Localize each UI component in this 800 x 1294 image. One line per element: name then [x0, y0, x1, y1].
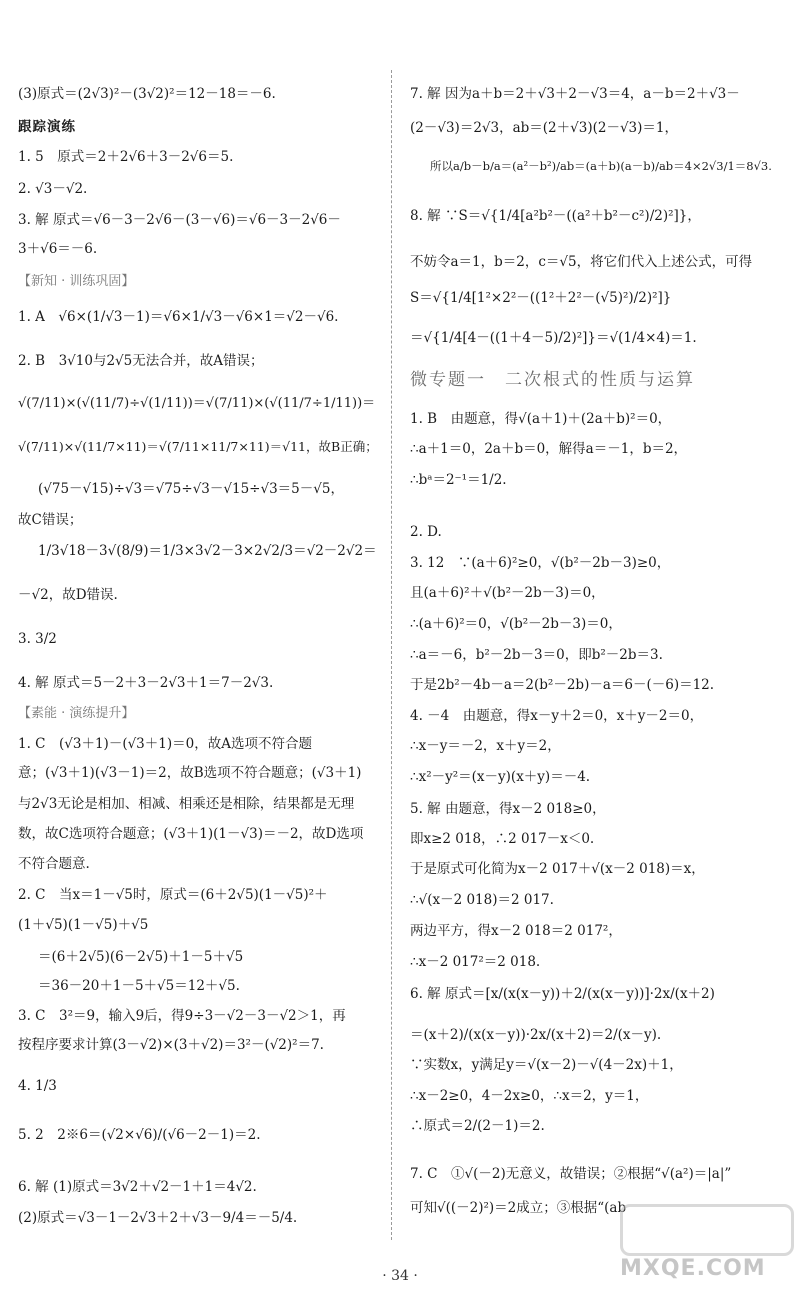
left-line-29: 按程序要求计算(3－√2)×(3＋√2)＝3²－(√2)²＝7.	[18, 1037, 324, 1053]
right-line-1: 7. 解 因为a＋b＝2＋√3＋2－√3＝4，a－b＝2＋√3－	[410, 86, 740, 102]
left-line-9: 2. B 3√10与2√5无法合并，故A错误；	[18, 353, 264, 369]
left-line-14: 1/3√18－3√(8/9)＝1/3×3√2－3×2√2/3＝√2－2√2＝	[38, 543, 377, 559]
right-line-8: 微专题一 二次根式的性质与运算	[410, 370, 695, 390]
right-line-28: ＝(x＋2)/(x(x－y))·2x/(x＋2)＝2/(x－y).	[410, 1027, 662, 1043]
right-line-11: ∴bᵃ＝2⁻¹＝1/2.	[410, 472, 507, 488]
left-line-21: 与2√3无论是相加、相减、相乘还是相除，结果都是无理	[18, 796, 355, 812]
right-line-15: ∴(a＋6)²＝0，√(b²－2b－3)＝0，	[410, 616, 622, 632]
left-line-4: 2. √3－√2.	[18, 181, 88, 197]
left-line-28: 3. C 3²＝9，输入9后，得9÷3－√2－3－√2＞1，再	[18, 1008, 346, 1024]
left-line-15: －√2，故D错误.	[18, 587, 118, 603]
right-line-6: S＝√{1/4[1²×2²－((1²＋2²－(√5)²)/2)²]}	[410, 290, 672, 306]
left-line-22: 数，故C选项符合题意；(√3＋1)(1－√3)＝－2，故D选项	[18, 826, 364, 842]
right-line-31: ∴原式＝2/(2－1)＝2.	[410, 1118, 545, 1134]
left-line-1: (3)原式＝(2√3)²－(3√2)²＝12－18＝－6.	[18, 86, 276, 102]
left-line-30: 4. 1/3	[18, 1078, 57, 1094]
right-line-22: 即x≥2 018，∴2 017－x＜0.	[410, 831, 595, 847]
left-line-31: 5. 2 2※6＝(√2×√6)/(√6－2－1)＝2.	[18, 1127, 261, 1143]
right-line-18: 4. －4 由题意，得x－y＋2＝0，x＋y－2＝0，	[410, 708, 704, 724]
right-line-3: 所以a/b－b/a＝(a²－b²)/ab＝(a＋b)(a－b)/ab＝4×2√3/1＝8√3.	[430, 159, 772, 173]
right-line-26: ∴x－2 017²＝2 018.	[410, 954, 541, 970]
right-line-30: ∴x－2≥0，4－2x≥0，∴x＝2，y＝1，	[410, 1088, 649, 1104]
left-line-26: ＝(6＋2√5)(6－2√5)＋1－5＋√5	[38, 949, 244, 965]
left-line-16: 3. 3/2	[18, 631, 57, 647]
right-line-27: 6. 解 原式＝[x/(x(x－y))＋2/(x(x－y))]·2x/(x＋2)	[410, 986, 715, 1002]
right-line-21: 5. 解 由题意，得x－2 018≥0，	[410, 801, 606, 817]
right-line-7: ＝√{1/4[4－((1＋4－5)/2)²]}＝√(1/4×4)＝1.	[410, 330, 697, 346]
left-line-11: √(7/11)×√(11/7×11)＝√(7/11×11/7×11)＝√11，故B正确；	[18, 439, 378, 454]
page-number: · 34 ·	[382, 1268, 418, 1284]
left-line-25: (1＋√5)(1－√5)＋√5	[18, 917, 149, 933]
left-line-12: (√75－√15)÷√3＝√75÷√3－√15÷√3＝5－√5，	[38, 481, 344, 497]
left-line-33: (2)原式＝√3－1－2√3＋2＋√3－9/4＝－5/4.	[18, 1210, 298, 1226]
right-line-24: ∴√(x－2 018)＝2 017.	[410, 892, 554, 908]
right-line-29: ∵实数x，y满足y＝√(x－2)－√(4－2x)＋1，	[410, 1057, 683, 1073]
right-line-25: 两边平方，得x－2 018＝2 017²，	[410, 923, 622, 939]
right-line-2: (2－√3)＝2√3，ab＝(2＋√3)(2－√3)＝1，	[410, 120, 679, 136]
right-line-10: ∴a＋1＝0，2a＋b＝0，解得a＝－1，b＝2，	[410, 441, 688, 457]
left-line-18: 【素能 · 演练提升】	[18, 706, 135, 721]
left-line-10: √(7/11)×(√(11/7)÷√(1/11))＝√(7/11)×(√(11/7÷1/11))＝	[18, 396, 376, 411]
watermark-site: MXQE.COM	[620, 1256, 766, 1281]
right-line-5: 不妨令a＝1，b＝2，c＝√5，将它们代入上述公式，可得	[410, 254, 753, 270]
left-line-19: 1. C (√3＋1)－(√3＋1)＝0，故A选项不符合题	[18, 736, 312, 752]
left-line-24: 2. C 当x＝1－√5时，原式＝(6＋2√5)(1－√5)²＋	[18, 887, 328, 903]
column-divider	[391, 70, 392, 1240]
watermark	[612, 1200, 792, 1286]
right-line-32: 7. C ①√(－2)无意义，故错误；②根据“√(a²)＝|a|”	[410, 1166, 732, 1182]
watermark-logo-icon	[620, 1204, 794, 1256]
right-line-33: 可知√((－2)²)＝2成立；③根据“(ab	[410, 1200, 627, 1216]
left-line-23: 不符合题意.	[18, 856, 90, 872]
left-line-5: 3. 解 原式＝√6－3－2√6－(3－√6)＝√6－3－2√6－	[18, 212, 341, 228]
left-line-32: 6. 解 (1)原式＝3√2＋√2－1＋1＝4√2.	[18, 1179, 257, 1195]
right-line-4: 8. 解 ∵S＝√{1/4[a²b²－((a²＋b²－c²)/2)²]}，	[410, 208, 701, 224]
right-line-13: 3. 12 ∵(a＋6)²≥0，√(b²－2b－3)≥0，	[410, 555, 671, 571]
left-line-3: 1. 5 原式＝2＋2√6＋3－2√6＝5.	[18, 149, 234, 165]
left-line-13: 故C错误；	[18, 512, 83, 528]
right-line-14: 且(a＋6)²＋√(b²－2b－3)＝0，	[410, 585, 605, 601]
right-line-19: ∴x－y＝－2，x＋y＝2，	[410, 738, 561, 754]
right-line-20: ∴x²－y²＝(x－y)(x＋y)＝－4.	[410, 769, 591, 785]
left-line-8: 1. A √6×(1/√3－1)＝√6×1/√3－√6×1＝√2－√6.	[18, 309, 339, 325]
left-line-2: 跟踪演练	[18, 119, 76, 135]
left-line-7: 【新知 · 训练巩固】	[18, 274, 135, 289]
left-line-20: 意；(√3＋1)(√3－1)＝2，故B选项不符合题意；(√3＋1)	[18, 765, 362, 781]
right-line-12: 2. D.	[410, 524, 442, 540]
left-line-27: ＝36－20＋1－5＋√5＝12＋√5.	[38, 978, 240, 994]
right-line-16: ∴a＝－6，b²－2b－3＝0，即b²－2b＝3.	[410, 647, 663, 663]
left-line-6: 3＋√6＝－6.	[18, 241, 98, 257]
right-line-17: 于是2b²－4b－a＝2(b²－2b)－a＝6－(－6)＝12.	[410, 677, 715, 693]
right-line-23: 于是原式可化简为x－2 017＋√(x－2 018)＝x，	[410, 861, 705, 877]
right-line-9: 1. B 由题意，得√(a＋1)＋(2a＋b)²＝0，	[410, 411, 672, 427]
left-line-17: 4. 解 原式＝5－2＋3－2√3＋1＝7－2√3.	[18, 675, 274, 691]
